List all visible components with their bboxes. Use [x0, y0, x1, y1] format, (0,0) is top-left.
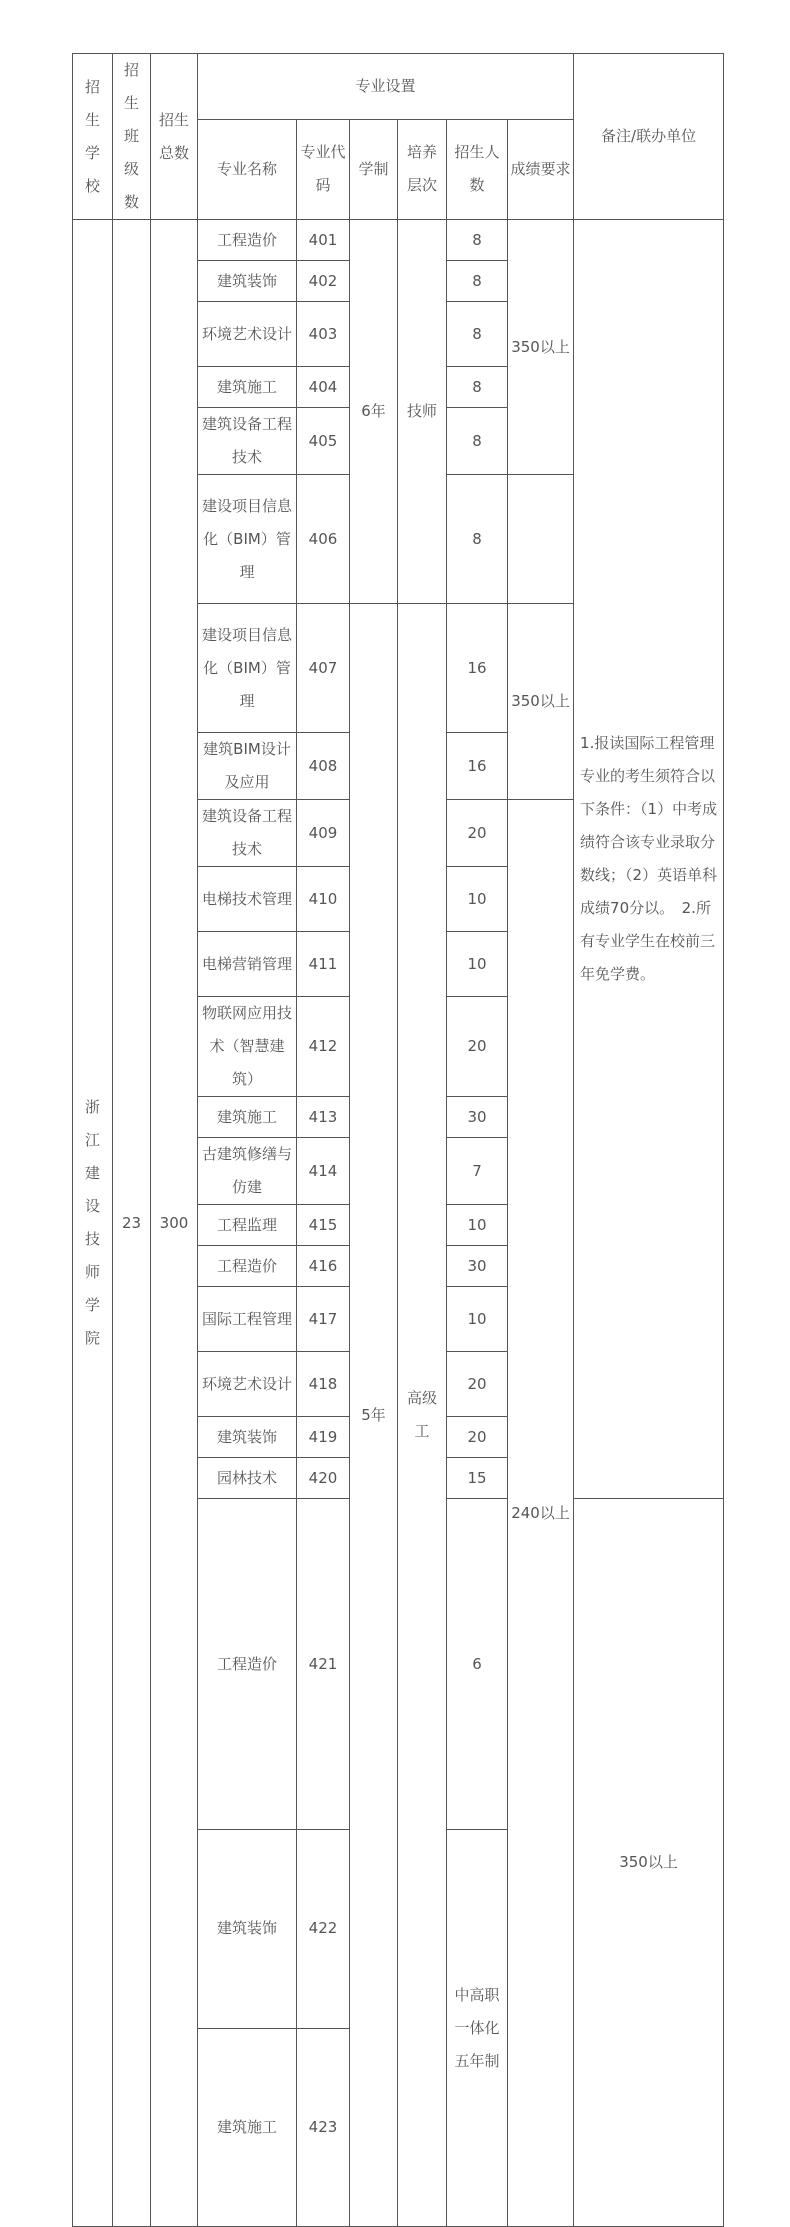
- major-name: 建筑施工: [198, 1097, 297, 1138]
- major-name: 工程造价: [198, 1499, 297, 1830]
- header-score: 成绩要求: [508, 119, 574, 219]
- major-name: 国际工程管理: [198, 1287, 297, 1352]
- duration-5yr: 5年: [350, 604, 398, 2227]
- major-name: 工程造价: [198, 1246, 297, 1287]
- enroll-count: 8: [447, 302, 508, 367]
- enroll-count: 20: [447, 800, 508, 867]
- enroll-count: 8: [447, 261, 508, 302]
- header-classes: 招生班级数: [113, 54, 151, 220]
- major-code: 403: [297, 302, 350, 367]
- major-code: 410: [297, 867, 350, 932]
- level-senior-worker: 高级工: [398, 604, 447, 2227]
- header-major-code: 专业代码: [297, 119, 350, 219]
- major-name: 建筑装饰: [198, 1830, 297, 2029]
- major-code: 420: [297, 1458, 350, 1499]
- major-name: 电梯营销管理: [198, 932, 297, 997]
- major-code: 408: [297, 733, 350, 800]
- major-name: 建筑装饰: [198, 261, 297, 302]
- major-name: 古建筑修缮与仿建: [198, 1138, 297, 1205]
- major-code: 407: [297, 604, 350, 733]
- enroll-count: 20: [447, 997, 508, 1097]
- enroll-count: 20: [447, 1417, 508, 1458]
- major-code: 405: [297, 408, 350, 475]
- enroll-count: 10: [447, 932, 508, 997]
- enroll-count: 10: [447, 1287, 508, 1352]
- enrollment-table: [72, 53, 724, 2227]
- major-name: 工程造价: [198, 220, 297, 261]
- major-name: 园林技术: [198, 1458, 297, 1499]
- major-code: 401: [297, 220, 350, 261]
- major-name: 建筑施工: [198, 367, 297, 408]
- enroll-count: 8: [447, 408, 508, 475]
- score-group-3: 240以上: [508, 800, 574, 2227]
- major-code: 404: [297, 367, 350, 408]
- school-name: 浙江建设技师学院: [73, 220, 113, 2227]
- header-total: 招生总数: [151, 54, 198, 220]
- major-code: 418: [297, 1352, 350, 1417]
- score-group-4: 350以上: [574, 1499, 724, 2227]
- major-code: 422: [297, 1830, 350, 2029]
- major-name: 电梯技术管理: [198, 867, 297, 932]
- major-code: 409: [297, 800, 350, 867]
- class-count: 23: [113, 220, 151, 2227]
- total-count: 300: [151, 220, 198, 2227]
- score-group-1: 350以上: [508, 220, 574, 475]
- enroll-count: 30: [447, 1097, 508, 1138]
- header-enroll: 招生人数: [447, 119, 508, 219]
- level-technician: 技师: [398, 220, 447, 604]
- header-duration: 学制: [350, 119, 398, 219]
- major-name: 建筑设备工程技术: [198, 800, 297, 867]
- enroll-count: 10: [447, 1205, 508, 1246]
- enroll-count: 16: [447, 604, 508, 733]
- enroll-count: 16: [447, 733, 508, 800]
- major-code: 415: [297, 1205, 350, 1246]
- major-code: 416: [297, 1246, 350, 1287]
- score-group-2: 350以上: [508, 604, 574, 800]
- header-remark: 备注/联办单位: [574, 54, 724, 220]
- major-name: 建筑设备工程技术: [198, 408, 297, 475]
- enroll-count: 30: [447, 1246, 508, 1287]
- enroll-count: 7: [447, 1138, 508, 1205]
- duration-integrated: 中高职一体化五年制: [447, 1830, 508, 2227]
- major-name: 环境艺术设计: [198, 1352, 297, 1417]
- remark-main: 1.报读国际工程管理专业的考生须符合以下条件：（1）中考成绩符合该专业录取分数线；（2）英语单科成绩70分以。 2.所有专业学生在校前三年免学费。: [574, 220, 724, 1499]
- major-code: 411: [297, 932, 350, 997]
- header-major-name: 专业名称: [198, 119, 297, 219]
- enroll-count: 10: [447, 867, 508, 932]
- major-code: 412: [297, 997, 350, 1097]
- enroll-count: 8: [447, 220, 508, 261]
- major-code: 421: [297, 1499, 350, 1830]
- header-major-setup: 专业设置: [198, 54, 574, 120]
- major-name: 物联网应用技术（智慧建筑）: [198, 997, 297, 1097]
- enroll-count: 6: [447, 1499, 508, 1830]
- major-code: 413: [297, 1097, 350, 1138]
- major-code: 414: [297, 1138, 350, 1205]
- major-name: 建筑BIM设计及应用: [198, 733, 297, 800]
- enroll-count: 20: [447, 1352, 508, 1417]
- major-code: 417: [297, 1287, 350, 1352]
- major-code: 406: [297, 475, 350, 604]
- header-school: 招生学校: [73, 54, 113, 220]
- major-name: 环境艺术设计: [198, 302, 297, 367]
- major-code: 419: [297, 1417, 350, 1458]
- major-name: 建设项目信息化（BIM）管理: [198, 475, 297, 604]
- major-code: 402: [297, 261, 350, 302]
- enroll-count: 8: [447, 475, 508, 604]
- major-name: 建筑装饰: [198, 1417, 297, 1458]
- major-code: 423: [297, 2028, 350, 2227]
- enroll-count: 8: [447, 367, 508, 408]
- major-name: 工程监理: [198, 1205, 297, 1246]
- header-level: 培养层次: [398, 119, 447, 219]
- enroll-count: 15: [447, 1458, 508, 1499]
- score-group-1-cont: [508, 475, 574, 604]
- major-name: 建设项目信息化（BIM）管理: [198, 604, 297, 733]
- major-name: 建筑施工: [198, 2028, 297, 2227]
- duration-6yr: 6年: [350, 220, 398, 604]
